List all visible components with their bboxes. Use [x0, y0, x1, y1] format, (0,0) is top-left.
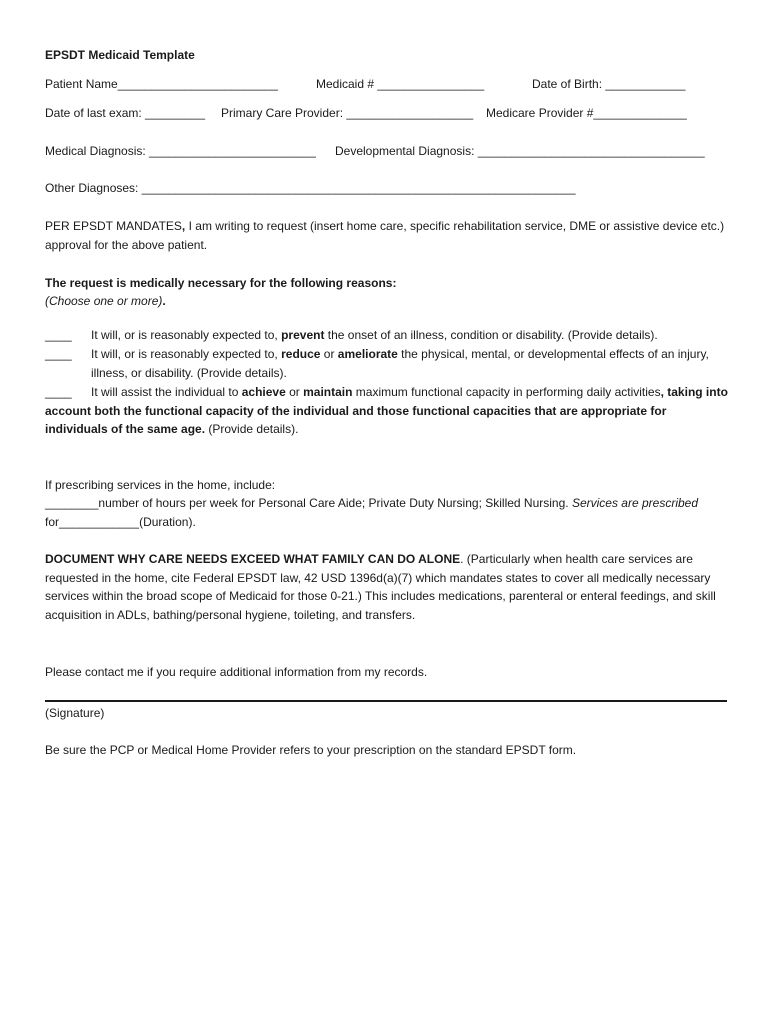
reason-text-part: the onset of an illness, condition or disability. (Provide details).	[324, 328, 658, 342]
mandates-comma: ,	[181, 219, 186, 233]
patient-name-field[interactable]: Patient Name________________________	[45, 77, 278, 91]
reason-text-part: It will, or is reasonably expected to,	[91, 347, 282, 361]
document-care-paragraph	[45, 550, 730, 624]
medical-diagnosis-field[interactable]: Medical Diagnosis: _________________________	[45, 144, 316, 158]
reasons-heading: The request is medically necessary for the following reasons:	[45, 276, 397, 290]
reason-text-part: It will assist the individual to	[91, 385, 242, 399]
home-services-intro: If prescribing services in the home, include:	[45, 478, 276, 492]
reason-prevent	[45, 326, 730, 345]
reason-text-part: or	[320, 347, 338, 361]
reason-keyword: ameliorate	[337, 347, 398, 361]
reason-reduce	[45, 345, 730, 382]
reason-achieve	[45, 383, 730, 439]
reason-text-part: (Provide details).	[205, 422, 299, 436]
date-of-birth-field[interactable]: Date of Birth: ____________	[532, 77, 686, 91]
document-care-text: . (Particularly when health care services are requested in the home, cite Federal EPSDT law, 42 USD 1396d(a)(7) which mandates states to cover all medically necessary services within the broad scope of Medicaid for those 0-21.) This includes medications, parenteral or enteral feedings, and skill acquisition in ADLs, bathing/personal hygiene, toileting, and transfers.	[45, 552, 716, 622]
reason-text-part: It will, or is reasonably expected to,	[91, 328, 282, 342]
reason-keyword: achieve	[241, 385, 286, 399]
reasons-subheading	[45, 292, 166, 310]
document-care-lead: DOCUMENT WHY CARE NEEDS EXCEED WHAT FAMILY CAN DO ALONE	[45, 552, 461, 566]
mandates-lead: PER EPSDT MANDATES	[45, 219, 182, 233]
request-text: I am writing to request (insert home care, specific rehabilitation service, DME or assistive device etc.) approval for the above patient.	[45, 219, 725, 252]
services-prescribed-text: Services are prescribed	[571, 496, 699, 510]
reason-keyword: reduce	[281, 347, 321, 361]
reason-text-part: maximum functional capacity in performing daily activities	[352, 385, 661, 399]
signature-label: (Signature)	[45, 706, 105, 720]
other-diagnoses-field[interactable]: Other Diagnoses: _________________________________________________________________	[45, 181, 576, 195]
reason-text-part: the physical, mental, or developmental effects of an injury, illness, or disability. (Provide details).	[91, 347, 709, 380]
primary-care-provider-field[interactable]: Primary Care Provider: ___________________	[221, 106, 474, 120]
duration-field[interactable]: for____________(Duration).	[45, 514, 196, 529]
signature-line[interactable]	[45, 700, 727, 702]
developmental-diagnosis-field[interactable]: Developmental Diagnosis: __________________________________	[335, 144, 705, 158]
footer-note: Be sure the PCP or Medical Home Provider refers to your prescription on the standard EPSDT form.	[45, 743, 577, 757]
reason-reduce-blank[interactable]: ____	[45, 347, 72, 361]
reason-achieve-text	[45, 383, 730, 439]
medicaid-number-field[interactable]: Medicaid # ________________	[316, 77, 485, 91]
date-of-last-exam-field[interactable]: Date of last exam: _________	[45, 106, 206, 120]
choose-hint-dot: .	[162, 294, 166, 308]
home-services-details	[45, 494, 730, 531]
reason-achieve-blank[interactable]: ____	[45, 385, 72, 399]
reason-text-part: or	[285, 385, 304, 399]
reason-emphasis: , taking into account both the functional capacity of the individual and those functional capacities that are appropriate for individuals of the same age.	[45, 385, 728, 436]
choose-hint: (Choose one or more)	[45, 294, 163, 308]
hours-per-week-field[interactable]: ________number of hours per week for Personal Care Aide; Private Duty Nursing; Skilled Nursing.	[45, 496, 572, 510]
reason-reduce-text	[91, 345, 730, 382]
medicare-provider-field[interactable]: Medicare Provider #______________	[486, 106, 687, 120]
reason-prevent-blank[interactable]: ____	[45, 328, 72, 342]
document-title: EPSDT Medicaid Template	[45, 48, 195, 62]
reason-prevent-text	[91, 326, 730, 345]
reason-keyword: prevent	[281, 328, 325, 342]
request-paragraph	[45, 217, 730, 254]
contact-line: Please contact me if you require additional information from my records.	[45, 665, 428, 679]
reason-keyword: maintain	[303, 385, 353, 399]
